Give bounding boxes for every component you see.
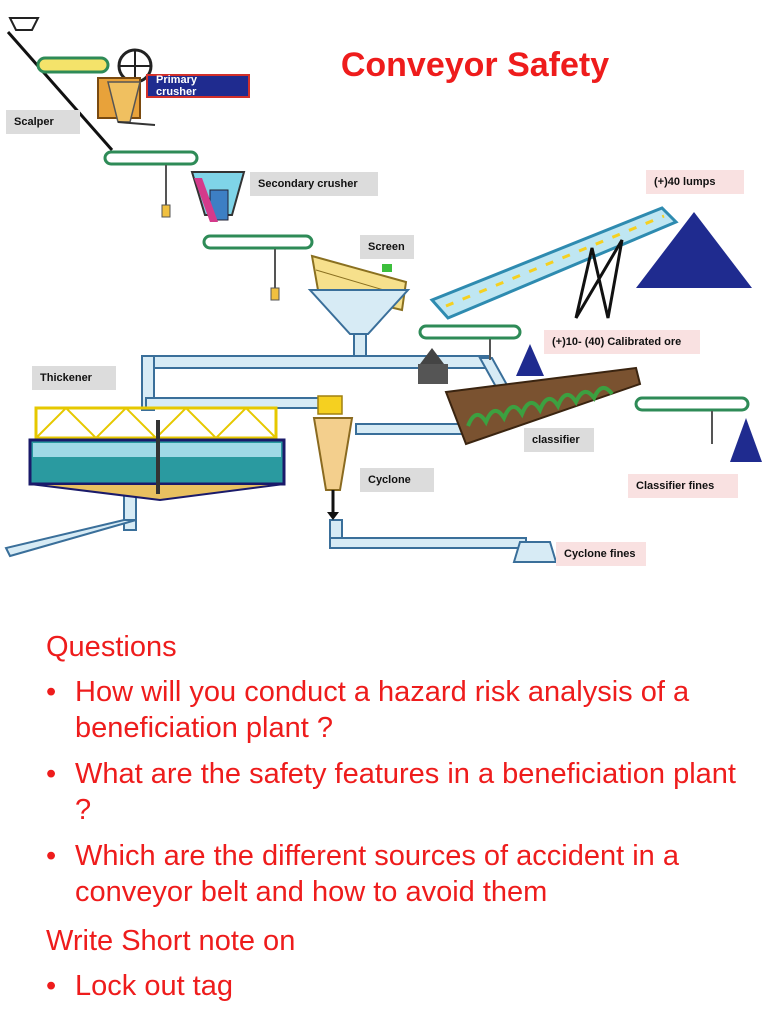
collection-funnel [310,290,408,334]
label-secondary-crusher: Secondary crusher [250,172,378,196]
label-thickener: Thickener [32,366,116,390]
cyclone-body [314,418,352,490]
pipe-classifier-cyclone [356,424,464,434]
label-cyclone: Cyclone [360,468,434,492]
questions-list [46,674,756,910]
questions-section [46,626,756,1014]
conveyor-belt-2 [204,236,312,248]
short-note-item: • Lock out tag [46,968,756,1004]
label-screen: Screen [360,235,414,259]
page-title: Conveyor Safety [340,46,610,84]
classifier-base [418,364,448,384]
screen-motor [382,264,392,272]
belt-1-drive [162,205,170,217]
pipe-thickener-out [6,520,136,556]
short-note-list [46,968,756,1004]
label-classifier: classifier [524,428,594,452]
label-scalper: Scalper [6,110,80,134]
calibrated-ore-pile [516,344,544,376]
label-cyclone-fines: Cyclone fines [556,542,646,566]
cyclone-arrow [327,512,339,520]
question-item: • What are the safety features in a beneficiation plant ? [46,756,756,828]
primary-crusher-frame [118,122,155,125]
short-note-heading: Write Short note on [46,925,296,957]
pipe-cyclone-out [330,538,526,548]
label-calibrated-ore: (+)10- (40) Calibrated ore [544,330,700,354]
cyclone-fines-outlet [514,542,556,562]
belt-2-drive [271,288,279,300]
conveyor-belt-3 [420,326,520,338]
feeder-belt [38,58,108,72]
label-classifier-fines: Classifier fines [628,474,738,498]
feed-hopper [10,18,38,30]
pipe-funnel-down [354,334,366,358]
question-item: • How will you conduct a hazard risk analysis of a beneficiation plant ? [46,674,756,746]
lumps-conveyor [432,208,676,318]
label-primary-crusher: Primary crusher [146,74,250,98]
conveyor-belt-1 [105,152,197,164]
conveyor-belt-4 [636,398,748,410]
questions-heading: Questions [46,631,177,663]
question-item: • Which are the different sources of accident in a conveyor belt and how to avoid them [46,838,756,910]
cyclone-inlet [318,396,342,414]
classifier-fines-pile [730,418,762,462]
label-lumps: (+)40 lumps [646,170,744,194]
